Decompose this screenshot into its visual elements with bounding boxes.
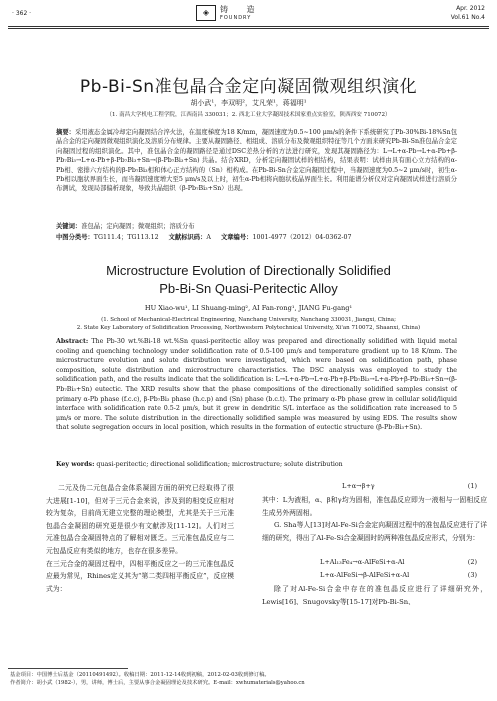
footnote-author: 作者简介：胡小武（1982-），男，讲师，博士后，主要从事合金凝固理论及技术研究。E-mail：xwhumaterials@yahoo.cn [10,680,305,686]
abstract-en-text: The Pb-30 wt.%Bi-18 wt.%Sn quasi-peritectic alloy was prepared and directionally solidified with liquid metal cooling and quenching technology under solidification rate of 0.5-100 μm/s and temperature gradient up to 18 K/mm. The microstructure evolution and solute distribution were investigated, which were based on solidification path, phase composition, solute distribution and microstructure characteristics. The DSC analysis was employed to study the solidification path, and the results indicate that the solidification is: L→L+α-Pb→L+α-Pb+β-Pb₇Bi₃→L+α-Pb+β-Pb₇Bi₃+Sn→(β-Pb₇Bi₃+Sn) eutectic. The XRD results show that the phase compositions of the directionally solidified samples consist of primary α-Pb phase (f.c.c), β-Pb₇Bi₃ phase (h.c.p) and (Sn) phase (b.c.t). The primary α-Pb phase grew in cellular solid/liquid interface with solidification rate 0.5-2 μm/s, but it grew in dendritic S/L interface as the solidification rate increased to 5 μm/s or more. The solute distribution in the directionally solidified sample was measured by using EDS. The results show that solute segregation occurs in local position, which results in the formation of eutectic structure (β-Pb₇Bi₃+Sn). [56,338,457,432]
journal-name-cn: 铸 造 [220,5,263,14]
keywords-en-label: Key words: [56,461,95,468]
abstract-en-label: Abstract: [56,338,89,345]
paper-title-en-line2: Pb-Bi-Sn Quasi-Peritectic Alloy [159,281,338,296]
footnote-rule [8,668,128,669]
body-right-column [262,482,487,612]
body-left-column: 二元及伪二元包晶合金体系凝固方面的研究已经取得了很大进展[1-10]，但对于三元合金来说，涉及到的相变反应相对较为复杂，目前尚无建立完整的理论模型，尤其是关于三元准包晶合金凝固的研究更是很少有文献涉及[11-12]。人们对三元准包晶合金凝固特点的了解相对匮乏。三元准包晶反应与二元包晶反应有类似的地方，也存在很多差异。 在三元合金的凝固过程中，四相平衡反应之一的三元准包晶反应最为常见，Rhines定义其为“第二类四相平衡反应”，反应模式为： [46,484,234,593]
journal-name-en: FOUNDRY [220,15,252,21]
affiliation-en [0,316,497,332]
issue-volume: Vol.61 No.4 [450,14,485,21]
body-right-para-3: 除了对Al-Fe-Si合金中存在的准包晶反应进行了详细研究外，Lewis[16]、Snugovsky等[15-17]对Pb-Bi-Sn、 [262,585,487,606]
affiliation-en-1: (1. School of Mechanical-Electrical Engineering, Nanchang University, Nanchang 330031, Jiangxi, China; [101,317,396,323]
authors-cn: 胡小武¹，李双明²，艾凡荣¹，蒋福明¹ [190,99,307,107]
body-right-para-2: G. Sha等人[13]对Al-Fe-Si合金定向凝固过程中的准包晶反应进行了详细的研究，得出了Al-Fe-Si合金凝固时的两种准包晶反应形式，分别为： [262,521,487,542]
classification-row [56,233,457,242]
issue-info [451,4,485,22]
journal-logo-icon: ◈ [196,5,216,21]
keywords-en [56,460,457,469]
equation-1: L+α→β+γ [342,482,375,490]
equation-3: L+α-AlFeSi→β-AlFeSi+α-Al [320,571,410,579]
header-rule [8,26,489,27]
keywords-en-text: quasi-peritectic; directional solidification; microstructure; solute distribution [96,461,343,468]
body-right-para-1: 其中：L为液相，α、β和γ均为固相，准包晶反应即为一液相与一固相反应生成另外两固相。 [262,496,487,517]
keywords-cn-label: 关键词： [56,223,82,230]
article-number: 文章编号：1001-4977（2012）04-0362-07 [220,234,352,241]
header-rule-2 [8,28,489,29]
abstract-en [56,337,457,433]
issue-date: Apr. 2012 [456,5,485,12]
keywords-cn [56,222,457,231]
affiliation-cn: （1. 南昌大学机电工程学院，江西南昌 330031；2. 西北工业大学凝固技术国家重点实验室，陕西西安 710072） [106,112,391,118]
footnote-funding: 基金项目：中国博士后基金（20110491492）。收稿日期：2011-12-14收到初稿，2012-02-03收到修订稿。 [10,672,270,678]
paper-title-en-line1: Microstructure Evolution of Directionally Solidified [106,263,391,278]
authors-en: HU Xiao-wu¹, LI Shuang-ming², AI Fan-rong¹, JIANG Fu-gang¹ [144,304,353,312]
document-code: 文献标识码：A [168,234,211,241]
abstract-cn [56,128,457,194]
class-number: 中图分类号：TG111.4；TG113.12 [56,234,159,241]
equation-2-number: (2) [467,558,477,566]
abstract-cn-label: 摘要： [56,129,75,136]
journal-header [196,4,263,21]
equation-2: L+Al₁₃Fe₄→α-AlFeSi+α-Al [320,558,405,566]
equation-3-number: (3) [467,571,477,579]
abstract-cn-text: 采用液态金属冷却定向凝固结合淬火法，在温度梯度为18 K/mm，凝固速度为0.5~100 μm/s的条件下系统研究了Pb-30%Bi-18%Sn包晶合金的定向凝固微观组织演化及溶质分布规律。主要从凝固路径、相组成、溶质分布及微观组织特征等几个方面来研究Pb-Bi-Sn准包晶合金定向凝固过程的组织演化。其中，准包晶合金的凝固路径是通过DSC差热分析的方法进行研究，发现其凝固路径为：L→L+α-Pb→L+α-Pb+β-Pb₇Bi₃→L+α-Pb+β-Pb₇Bi₃+Sn→(β-Pb₇Bi₃+Sn) 共晶。结合XRD，分析定向凝固试样的相结构，结果表明：试样由具有面心立方结构的α-Pb相、密排六方结构的β-Pb₇Bi₃相和体心正方结构的（Sn）相构成。在Pb-Bi-Sn合金定向凝固过程中，当凝固速度为0.5~2 μm/s时，初生α-Pb相以胞状界面生长，而当凝固速度增大至5 μm/s及以上时，初生α-Pb相将向胞状枝晶界面生长。利用能谱分析仪对定向凝固试样进行溶质分布测试，发现局部偏析现象，导致共晶组织（β-Pb₇Bi₃+Sn）出现。 [56,129,457,193]
affiliation-en-2: 2. State Key Laboratory of Solidification Processing, Northwestern Polytechnical University, Xi'an 710072, Shaanxi, China) [76,325,421,331]
equation-1-number: (1) [467,482,477,490]
keywords-cn-text: 准包晶；定向凝固；微观组织；溶质分布 [81,223,195,230]
page-number: · 362 · [12,10,32,17]
paper-title-cn: Pb-Bi-Sn准包晶合金定向凝固微观组织演化 [79,77,418,97]
footnotes [10,671,487,687]
